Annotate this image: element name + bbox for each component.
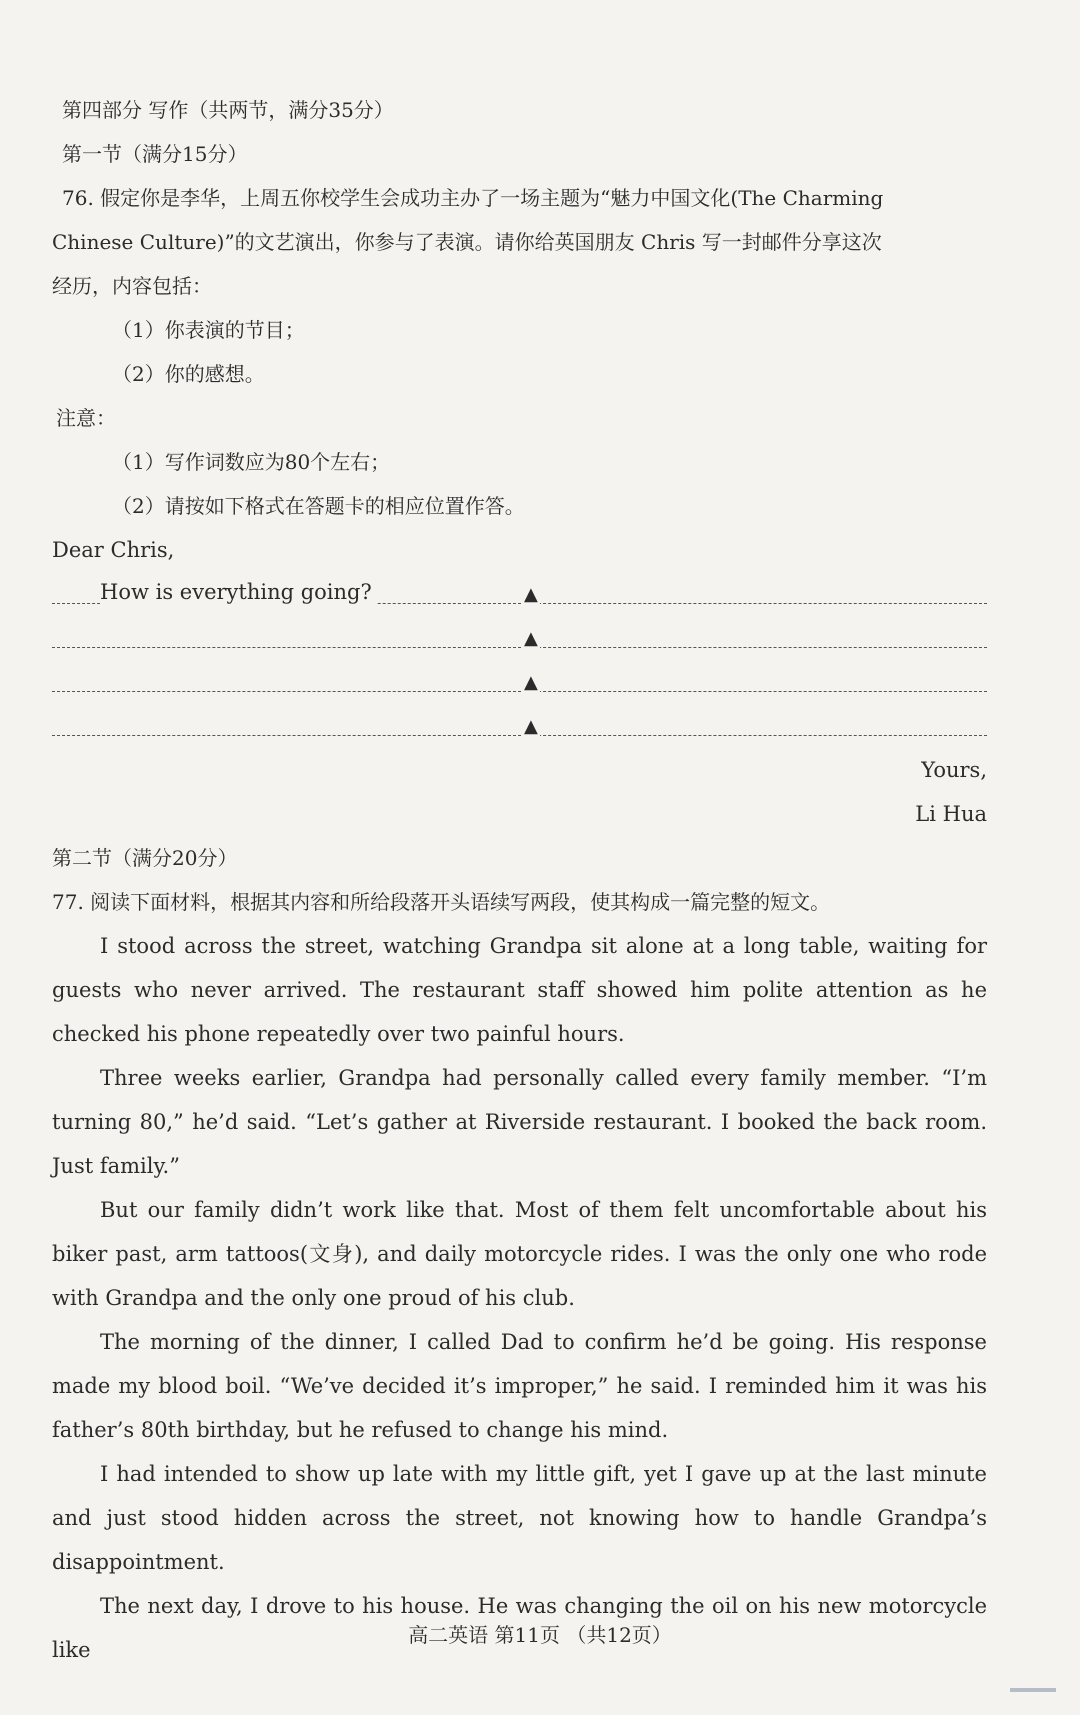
section2-title: 第二节（满分20分）	[52, 846, 238, 870]
letter-closing: Yours,	[921, 758, 987, 782]
letter-opening: How is everything going?	[100, 580, 376, 604]
q77-instruction: 77. 阅读下面材料，根据其内容和所给段落开头语续写两段，使其构成一篇完整的短文。	[52, 890, 831, 914]
q76-line2: Chinese Culture)”的文艺演出，你参与了表演。请你给英国朋友 Chris 写一封邮件分享这次	[52, 230, 882, 254]
story-paragraph-6: The next day, I drove to his house. He was changing the oil on his new motorcycle like	[52, 1594, 987, 1662]
q76-line3: 经历，内容包括：	[52, 274, 212, 298]
writing-line-4	[52, 704, 987, 748]
writing-rule	[52, 735, 987, 736]
writing-line-3	[52, 660, 987, 704]
section1-title: 第一节（满分15分）	[62, 142, 248, 166]
triangle-marker-icon: ▲	[524, 584, 538, 605]
q76-item-2: （2）你的感想。	[112, 362, 265, 386]
story-paragraph-2: Three weeks earlier, Grandpa had personally called every family member. “I’m turning 80,” he’d said. “Let’s gather at Riverside restaurant. I booked the back room. Just family.”	[52, 1066, 987, 1178]
q76-note-label: 注意：	[56, 406, 116, 430]
q76-line1: 76. 假定你是李华，上周五你校学生会成功主办了一场主题为“魅力中国文化(The Charming	[62, 186, 884, 210]
triangle-marker-icon: ▲	[524, 716, 538, 737]
letter-signature: Li Hua	[915, 802, 987, 826]
writing-line-2	[52, 616, 987, 660]
triangle-marker-icon: ▲	[524, 672, 538, 693]
story-paragraph-4: The morning of the dinner, I called Dad to confirm he’d be going. His response made my blood boil. “We’ve decided it’s improper,” he said. I reminded him it was his father’s 80th birthday, but he refused to change his mind.	[52, 1330, 987, 1442]
letter-template	[52, 528, 1006, 836]
page-footer: 高二英语 第11页 （共12页）	[408, 1623, 672, 1647]
part-title: 第四部分 写作（共两节，满分35分）	[62, 98, 394, 122]
story-paragraph-1: I stood across the street, watching Grandpa sit alone at a long table, waiting for guests who never arrived. The restaurant staff showed him polite attention as he checked his phone repeatedly over two painful hours.	[52, 934, 987, 1046]
corner-mark	[1010, 1688, 1056, 1692]
q76-note-1: （1）写作词数应为80个左右；	[112, 450, 391, 474]
q76-note-2: （2）请按如下格式在答题卡的相应位置作答。	[112, 494, 525, 518]
letter-salutation: Dear Chris,	[52, 538, 175, 562]
writing-rule	[52, 647, 987, 648]
triangle-marker-icon: ▲	[524, 628, 538, 649]
q76-item-1: （1）你表演的节目；	[112, 318, 305, 342]
story-paragraph-5: I had intended to show up late with my little gift, yet I gave up at the last minute and just stood hidden across the street, not knowing how to handle Grandpa’s disappointment.	[52, 1462, 987, 1574]
writing-rule	[52, 691, 987, 692]
story-paragraph-3: But our family didn’t work like that. Most of them felt uncomfortable about his biker past, arm tattoos(文身), and daily motorcycle rides. I was the only one who rode with Grandpa and the only one proud of his club.	[52, 1198, 987, 1310]
writing-line-1	[52, 572, 987, 616]
